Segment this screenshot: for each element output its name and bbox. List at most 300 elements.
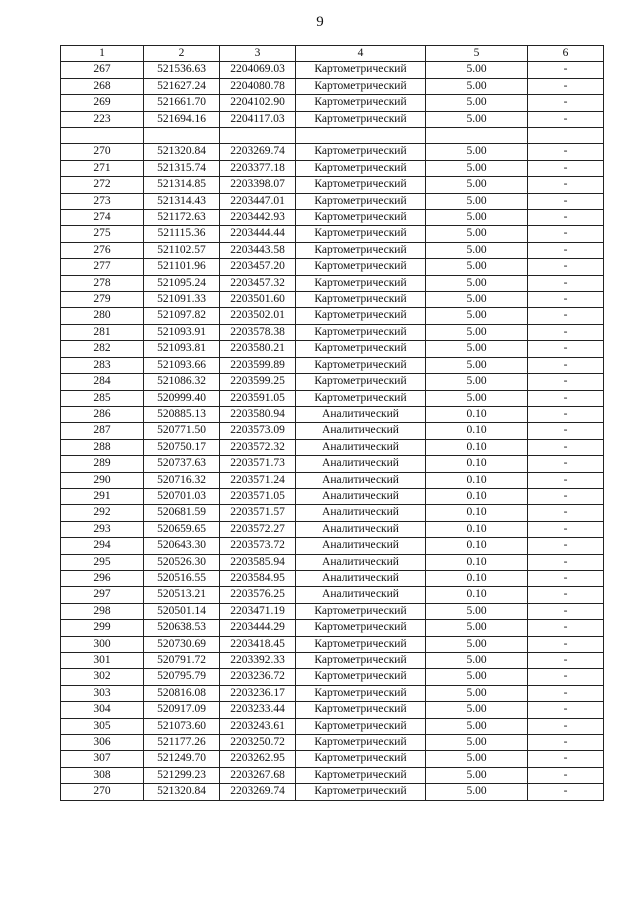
accuracy-cell <box>426 128 528 144</box>
table-row <box>61 111 604 127</box>
point-number-cell: 301 <box>61 653 144 669</box>
accuracy-cell: 0.10 <box>426 472 528 488</box>
x-coordinate-cell <box>144 128 220 144</box>
accuracy-cell: 5.00 <box>426 226 528 242</box>
x-coordinate-cell: 521101.96 <box>144 259 220 275</box>
method-cell: Картометрический <box>296 685 426 701</box>
table-row <box>61 308 604 324</box>
accuracy-cell: 0.10 <box>426 439 528 455</box>
note-cell: - <box>528 62 604 78</box>
note-cell: - <box>528 111 604 127</box>
point-number-cell: 277 <box>61 259 144 275</box>
point-number-cell: 289 <box>61 456 144 472</box>
point-number-cell: 295 <box>61 554 144 570</box>
note-cell: - <box>528 292 604 308</box>
method-cell: Картометрический <box>296 144 426 160</box>
method-cell: Картометрический <box>296 374 426 390</box>
note-cell: - <box>528 669 604 685</box>
accuracy-cell: 5.00 <box>426 685 528 701</box>
accuracy-cell: 5.00 <box>426 160 528 176</box>
method-cell: Аналитический <box>296 406 426 422</box>
note-cell: - <box>528 570 604 586</box>
x-coordinate-cell: 521320.84 <box>144 144 220 160</box>
x-coordinate-cell: 520737.63 <box>144 456 220 472</box>
accuracy-cell: 5.00 <box>426 603 528 619</box>
point-number-cell: 284 <box>61 374 144 390</box>
x-coordinate-cell: 521093.81 <box>144 341 220 357</box>
header-row <box>61 46 604 62</box>
point-number-cell: 297 <box>61 587 144 603</box>
x-coordinate-cell: 521073.60 <box>144 718 220 734</box>
point-number-cell: 286 <box>61 406 144 422</box>
note-cell: - <box>528 636 604 652</box>
y-coordinate-cell: 2203267.68 <box>220 767 296 783</box>
x-coordinate-cell: 521314.85 <box>144 177 220 193</box>
point-number-cell: 308 <box>61 767 144 783</box>
table-row <box>61 95 604 111</box>
header-cell-6: 6 <box>528 46 604 62</box>
y-coordinate-cell: 2203599.89 <box>220 357 296 373</box>
y-coordinate-cell: 2203580.21 <box>220 341 296 357</box>
method-cell: Картометрический <box>296 341 426 357</box>
method-cell: Картометрический <box>296 669 426 685</box>
note-cell: - <box>528 603 604 619</box>
y-coordinate-cell: 2203262.95 <box>220 751 296 767</box>
point-number-cell: 292 <box>61 505 144 521</box>
y-coordinate-cell <box>220 128 296 144</box>
table-row <box>61 78 604 94</box>
y-coordinate-cell: 2203591.05 <box>220 390 296 406</box>
method-cell: Картометрический <box>296 718 426 734</box>
accuracy-cell: 5.00 <box>426 62 528 78</box>
x-coordinate-cell: 520501.14 <box>144 603 220 619</box>
table-row <box>61 423 604 439</box>
point-number-cell: 294 <box>61 538 144 554</box>
header-cell-1: 1 <box>61 46 144 62</box>
accuracy-cell: 0.10 <box>426 587 528 603</box>
accuracy-cell: 5.00 <box>426 718 528 734</box>
table-row <box>61 160 604 176</box>
y-coordinate-cell: 2203377.18 <box>220 160 296 176</box>
note-cell: - <box>528 242 604 258</box>
point-number-cell: 270 <box>61 144 144 160</box>
point-number-cell: 223 <box>61 111 144 127</box>
method-cell: Картометрический <box>296 95 426 111</box>
note-cell: - <box>528 374 604 390</box>
table-row <box>61 587 604 603</box>
note-cell: - <box>528 406 604 422</box>
x-coordinate-cell: 521694.16 <box>144 111 220 127</box>
table-row <box>61 357 604 373</box>
x-coordinate-cell: 521093.66 <box>144 357 220 373</box>
note-cell: - <box>528 488 604 504</box>
point-number-cell: 270 <box>61 784 144 800</box>
point-number-cell: 300 <box>61 636 144 652</box>
table-row <box>61 538 604 554</box>
point-number-cell: 285 <box>61 390 144 406</box>
y-coordinate-cell: 2203571.05 <box>220 488 296 504</box>
y-coordinate-cell: 2203584.95 <box>220 570 296 586</box>
accuracy-cell: 0.10 <box>426 570 528 586</box>
accuracy-cell: 0.10 <box>426 521 528 537</box>
y-coordinate-cell: 2203599.25 <box>220 374 296 390</box>
y-coordinate-cell: 2203585.94 <box>220 554 296 570</box>
y-coordinate-cell: 2203571.57 <box>220 505 296 521</box>
accuracy-cell: 5.00 <box>426 324 528 340</box>
y-coordinate-cell: 2203447.01 <box>220 193 296 209</box>
note-cell: - <box>528 620 604 636</box>
note-cell: - <box>528 210 604 226</box>
accuracy-cell: 5.00 <box>426 292 528 308</box>
point-number-cell: 269 <box>61 95 144 111</box>
header-cell-4: 4 <box>296 46 426 62</box>
table-row <box>61 521 604 537</box>
point-number-cell: 282 <box>61 341 144 357</box>
point-number-cell: 303 <box>61 685 144 701</box>
note-cell: - <box>528 160 604 176</box>
method-cell: Картометрический <box>296 390 426 406</box>
x-coordinate-cell: 521102.57 <box>144 242 220 258</box>
method-cell: Картометрический <box>296 210 426 226</box>
y-coordinate-cell: 2203392.33 <box>220 653 296 669</box>
accuracy-cell: 0.10 <box>426 423 528 439</box>
table-row <box>61 275 604 291</box>
point-number-cell: 267 <box>61 62 144 78</box>
accuracy-cell: 5.00 <box>426 177 528 193</box>
method-cell: Аналитический <box>296 538 426 554</box>
method-cell: Картометрический <box>296 177 426 193</box>
note-cell: - <box>528 702 604 718</box>
method-cell: Картометрический <box>296 226 426 242</box>
note-cell: - <box>528 456 604 472</box>
y-coordinate-cell: 2204080.78 <box>220 78 296 94</box>
table-row <box>61 751 604 767</box>
header-cell-5: 5 <box>426 46 528 62</box>
point-number-cell: 305 <box>61 718 144 734</box>
accuracy-cell: 5.00 <box>426 653 528 669</box>
accuracy-cell: 0.10 <box>426 406 528 422</box>
y-coordinate-cell: 2203442.93 <box>220 210 296 226</box>
table-row <box>61 767 604 783</box>
point-number-cell: 268 <box>61 78 144 94</box>
method-cell: Аналитический <box>296 587 426 603</box>
note-cell: - <box>528 259 604 275</box>
point-number-cell: 299 <box>61 620 144 636</box>
x-coordinate-cell: 520771.50 <box>144 423 220 439</box>
table-row <box>61 242 604 258</box>
point-number-cell: 274 <box>61 210 144 226</box>
accuracy-cell: 0.10 <box>426 505 528 521</box>
table-row <box>61 62 604 78</box>
y-coordinate-cell: 2203250.72 <box>220 735 296 751</box>
x-coordinate-cell: 520795.79 <box>144 669 220 685</box>
table-row <box>61 210 604 226</box>
note-cell: - <box>528 767 604 783</box>
point-number-cell: 275 <box>61 226 144 242</box>
table-row <box>61 144 604 160</box>
x-coordinate-cell: 521315.74 <box>144 160 220 176</box>
method-cell: Картометрический <box>296 620 426 636</box>
x-coordinate-cell: 520885.13 <box>144 406 220 422</box>
method-cell: Аналитический <box>296 570 426 586</box>
point-number-cell: 278 <box>61 275 144 291</box>
x-coordinate-cell: 520516.55 <box>144 570 220 586</box>
table-row <box>61 324 604 340</box>
accuracy-cell: 0.10 <box>426 488 528 504</box>
point-number-cell: 272 <box>61 177 144 193</box>
table-body <box>61 62 604 800</box>
y-coordinate-cell: 2203580.94 <box>220 406 296 422</box>
accuracy-cell: 0.10 <box>426 554 528 570</box>
method-cell: Аналитический <box>296 554 426 570</box>
accuracy-cell: 5.00 <box>426 95 528 111</box>
accuracy-cell: 5.00 <box>426 357 528 373</box>
method-cell: Аналитический <box>296 488 426 504</box>
note-cell: - <box>528 78 604 94</box>
table-row <box>61 193 604 209</box>
y-coordinate-cell: 2203572.27 <box>220 521 296 537</box>
method-cell: Картометрический <box>296 292 426 308</box>
point-number-cell: 302 <box>61 669 144 685</box>
method-cell: Картометрический <box>296 259 426 275</box>
accuracy-cell: 5.00 <box>426 702 528 718</box>
note-cell: - <box>528 587 604 603</box>
accuracy-cell: 5.00 <box>426 275 528 291</box>
method-cell: Картометрический <box>296 160 426 176</box>
table-row <box>61 472 604 488</box>
y-coordinate-cell: 2203501.60 <box>220 292 296 308</box>
y-coordinate-cell: 2203471.19 <box>220 603 296 619</box>
point-number-cell: 307 <box>61 751 144 767</box>
note-cell: - <box>528 718 604 734</box>
method-cell: Картометрический <box>296 735 426 751</box>
x-coordinate-cell: 521115.36 <box>144 226 220 242</box>
accuracy-cell: 0.10 <box>426 538 528 554</box>
table-header <box>61 46 604 62</box>
y-coordinate-cell: 2203236.17 <box>220 685 296 701</box>
accuracy-cell: 5.00 <box>426 210 528 226</box>
accuracy-cell: 5.00 <box>426 784 528 800</box>
note-cell: - <box>528 144 604 160</box>
note-cell: - <box>528 423 604 439</box>
note-cell: - <box>528 341 604 357</box>
point-number-cell: 291 <box>61 488 144 504</box>
page-number: 9 <box>316 14 324 30</box>
accuracy-cell: 5.00 <box>426 242 528 258</box>
table-row <box>61 653 604 669</box>
note-cell: - <box>528 193 604 209</box>
note-cell: - <box>528 521 604 537</box>
table-row <box>61 603 604 619</box>
note-cell: - <box>528 226 604 242</box>
table-row <box>61 390 604 406</box>
method-cell: Картометрический <box>296 636 426 652</box>
point-number-cell: 287 <box>61 423 144 439</box>
x-coordinate-cell: 520643.30 <box>144 538 220 554</box>
y-coordinate-cell: 2203243.61 <box>220 718 296 734</box>
note-cell: - <box>528 390 604 406</box>
x-coordinate-cell: 520526.30 <box>144 554 220 570</box>
table-row <box>61 406 604 422</box>
x-coordinate-cell: 521093.91 <box>144 324 220 340</box>
point-number-cell: 298 <box>61 603 144 619</box>
y-coordinate-cell: 2203269.74 <box>220 144 296 160</box>
x-coordinate-cell: 520791.72 <box>144 653 220 669</box>
point-number-cell: 296 <box>61 570 144 586</box>
note-cell: - <box>528 554 604 570</box>
method-cell <box>296 128 426 144</box>
accuracy-cell: 5.00 <box>426 308 528 324</box>
y-coordinate-cell: 2203457.20 <box>220 259 296 275</box>
header-cell-2: 2 <box>144 46 220 62</box>
accuracy-cell: 5.00 <box>426 751 528 767</box>
point-number-cell: 293 <box>61 521 144 537</box>
y-coordinate-cell: 2203576.25 <box>220 587 296 603</box>
y-coordinate-cell: 2203233.44 <box>220 702 296 718</box>
table-row <box>61 292 604 308</box>
x-coordinate-cell: 520659.65 <box>144 521 220 537</box>
accuracy-cell: 5.00 <box>426 767 528 783</box>
note-cell: - <box>528 784 604 800</box>
table-row <box>61 636 604 652</box>
x-coordinate-cell: 521536.63 <box>144 62 220 78</box>
accuracy-cell: 5.00 <box>426 144 528 160</box>
accuracy-cell: 5.00 <box>426 636 528 652</box>
coordinates-table <box>60 45 604 801</box>
table-row <box>61 439 604 455</box>
x-coordinate-cell: 521095.24 <box>144 275 220 291</box>
x-coordinate-cell: 521177.26 <box>144 735 220 751</box>
note-cell: - <box>528 439 604 455</box>
y-coordinate-cell: 2203571.73 <box>220 456 296 472</box>
table-row <box>61 341 604 357</box>
x-coordinate-cell: 521627.24 <box>144 78 220 94</box>
table-row <box>61 374 604 390</box>
y-coordinate-cell: 2203572.32 <box>220 439 296 455</box>
x-coordinate-cell: 521086.32 <box>144 374 220 390</box>
accuracy-cell: 5.00 <box>426 111 528 127</box>
x-coordinate-cell: 521661.70 <box>144 95 220 111</box>
table-row <box>61 669 604 685</box>
table-row <box>61 226 604 242</box>
point-number-cell: 281 <box>61 324 144 340</box>
point-number-cell: 306 <box>61 735 144 751</box>
x-coordinate-cell: 521249.70 <box>144 751 220 767</box>
x-coordinate-cell: 521314.43 <box>144 193 220 209</box>
accuracy-cell: 5.00 <box>426 193 528 209</box>
method-cell: Картометрический <box>296 62 426 78</box>
note-cell <box>528 128 604 144</box>
method-cell: Картометрический <box>296 653 426 669</box>
x-coordinate-cell: 520816.08 <box>144 685 220 701</box>
table-row <box>61 259 604 275</box>
note-cell: - <box>528 308 604 324</box>
note-cell: - <box>528 275 604 291</box>
table-row <box>61 505 604 521</box>
x-coordinate-cell: 520730.69 <box>144 636 220 652</box>
y-coordinate-cell: 2203444.29 <box>220 620 296 636</box>
method-cell: Картометрический <box>296 702 426 718</box>
method-cell: Аналитический <box>296 472 426 488</box>
method-cell: Аналитический <box>296 423 426 439</box>
y-coordinate-cell: 2203444.44 <box>220 226 296 242</box>
x-coordinate-cell: 520917.09 <box>144 702 220 718</box>
method-cell: Картометрический <box>296 357 426 373</box>
x-coordinate-cell: 520716.32 <box>144 472 220 488</box>
method-cell: Картометрический <box>296 767 426 783</box>
method-cell: Картометрический <box>296 784 426 800</box>
x-coordinate-cell: 521172.63 <box>144 210 220 226</box>
accuracy-cell: 5.00 <box>426 390 528 406</box>
point-number-cell: 276 <box>61 242 144 258</box>
point-number-cell: 283 <box>61 357 144 373</box>
y-coordinate-cell: 2203457.32 <box>220 275 296 291</box>
method-cell: Аналитический <box>296 521 426 537</box>
accuracy-cell: 5.00 <box>426 620 528 636</box>
table-row <box>61 570 604 586</box>
x-coordinate-cell: 521299.23 <box>144 767 220 783</box>
accuracy-cell: 5.00 <box>426 735 528 751</box>
point-number-cell <box>61 128 144 144</box>
y-coordinate-cell: 2203236.72 <box>220 669 296 685</box>
note-cell: - <box>528 472 604 488</box>
table-row <box>61 128 604 144</box>
point-number-cell: 280 <box>61 308 144 324</box>
method-cell: Аналитический <box>296 456 426 472</box>
y-coordinate-cell: 2204117.03 <box>220 111 296 127</box>
note-cell: - <box>528 505 604 521</box>
accuracy-cell: 5.00 <box>426 669 528 685</box>
point-number-cell: 304 <box>61 702 144 718</box>
y-coordinate-cell: 2203571.24 <box>220 472 296 488</box>
y-coordinate-cell: 2203398.07 <box>220 177 296 193</box>
method-cell: Аналитический <box>296 505 426 521</box>
table-row <box>61 456 604 472</box>
note-cell: - <box>528 751 604 767</box>
method-cell: Картометрический <box>296 193 426 209</box>
y-coordinate-cell: 2204102.90 <box>220 95 296 111</box>
method-cell: Картометрический <box>296 751 426 767</box>
y-coordinate-cell: 2203573.72 <box>220 538 296 554</box>
table-row <box>61 735 604 751</box>
method-cell: Картометрический <box>296 111 426 127</box>
x-coordinate-cell: 520681.59 <box>144 505 220 521</box>
method-cell: Картометрический <box>296 324 426 340</box>
accuracy-cell: 5.00 <box>426 259 528 275</box>
note-cell: - <box>528 538 604 554</box>
table-row <box>61 702 604 718</box>
x-coordinate-cell: 520638.53 <box>144 620 220 636</box>
note-cell: - <box>528 735 604 751</box>
note-cell: - <box>528 653 604 669</box>
table-row <box>61 718 604 734</box>
y-coordinate-cell: 2203573.09 <box>220 423 296 439</box>
y-coordinate-cell: 2203443.58 <box>220 242 296 258</box>
x-coordinate-cell: 520750.17 <box>144 439 220 455</box>
point-number-cell: 290 <box>61 472 144 488</box>
y-coordinate-cell: 2203418.45 <box>220 636 296 652</box>
x-coordinate-cell: 520513.21 <box>144 587 220 603</box>
table-row <box>61 177 604 193</box>
point-number-cell: 279 <box>61 292 144 308</box>
accuracy-cell: 0.10 <box>426 456 528 472</box>
table-row <box>61 784 604 800</box>
method-cell: Картометрический <box>296 603 426 619</box>
table-row <box>61 620 604 636</box>
x-coordinate-cell: 521320.84 <box>144 784 220 800</box>
header-cell-3: 3 <box>220 46 296 62</box>
y-coordinate-cell: 2203578.38 <box>220 324 296 340</box>
